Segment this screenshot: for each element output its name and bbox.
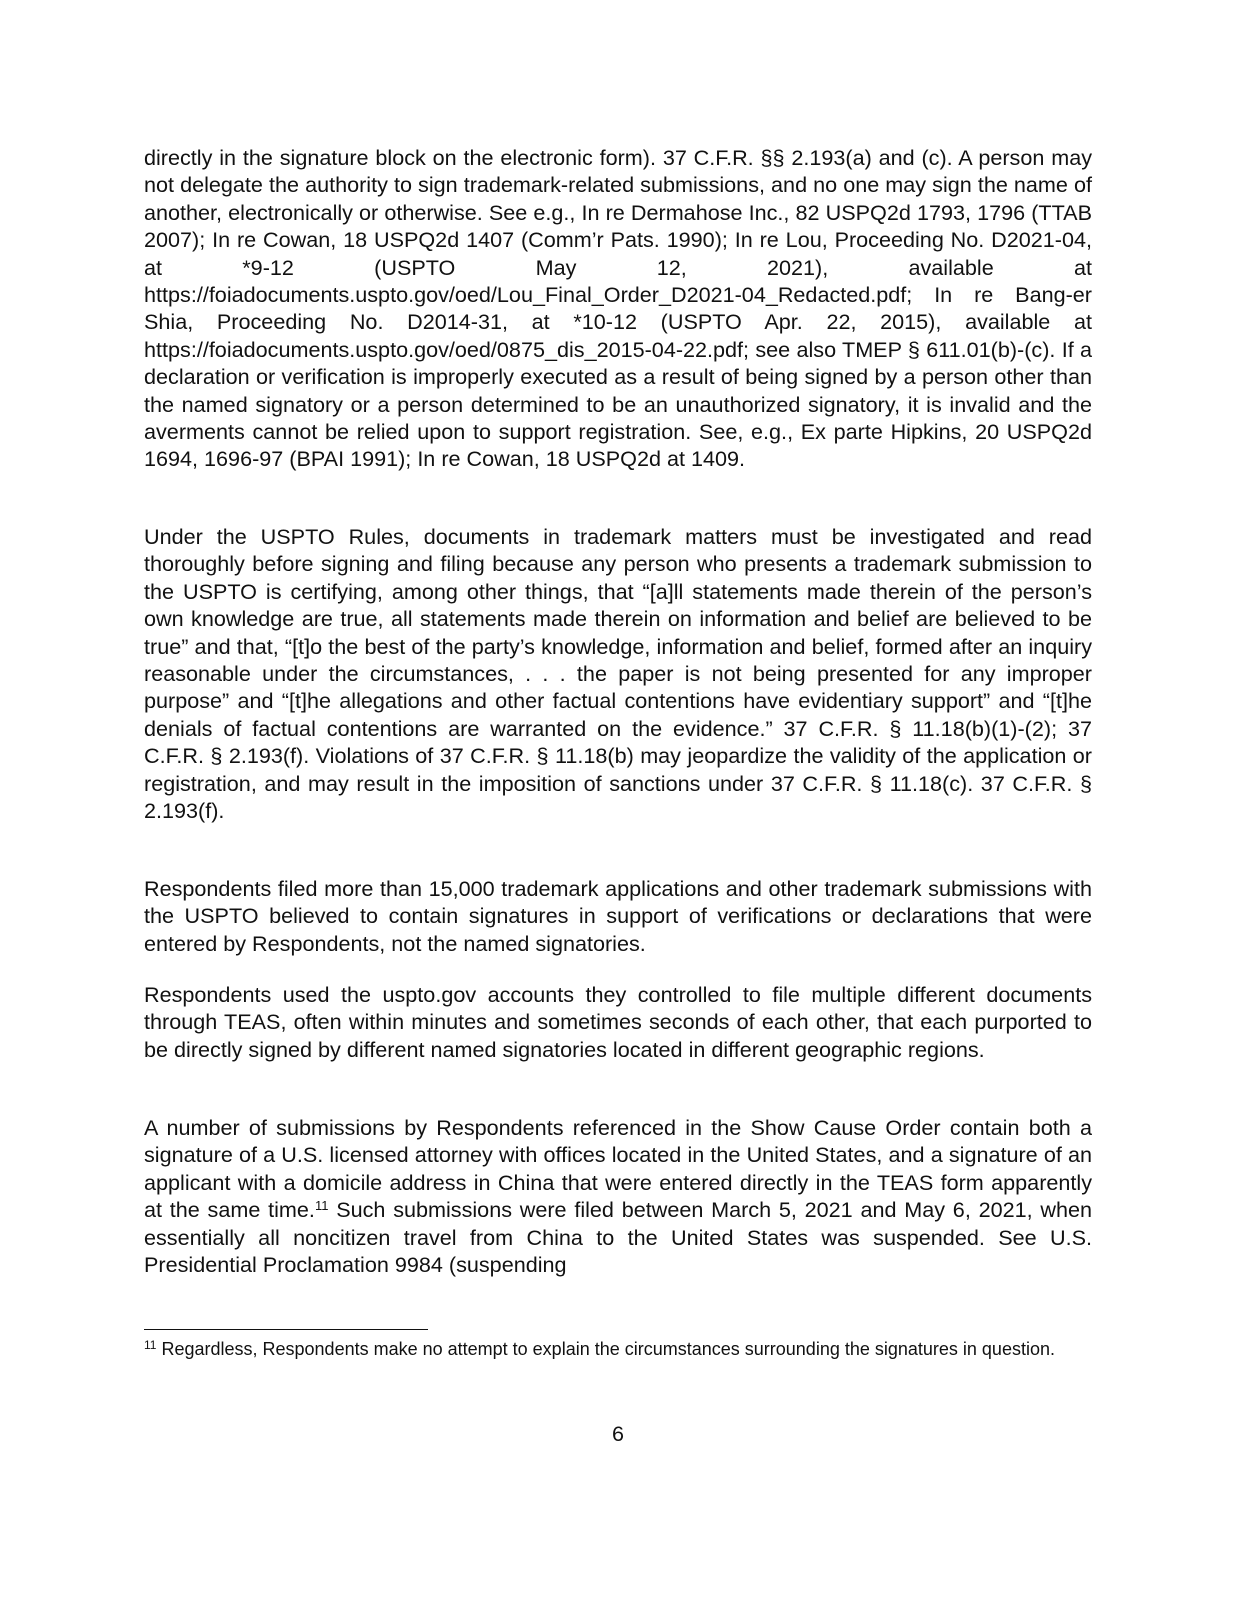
page-number: 6 <box>611 1421 624 1446</box>
text-segment: https://foiadocuments.uspto.gov/oed/Lou_Final_Order_D2021-04_Redacted.pdf; <box>144 282 935 308</box>
text-segment: Respondents filed more than 15,000 trademark applications and other trademark submissions with the USPTO believed to contain signatures in support of verifications or declarations that were entered by Respondents, not the named signatories. <box>144 876 1092 956</box>
text-segment: , 20 USPQ2d 1694, 1696-97 (BPAI 1991); <box>144 419 1092 472</box>
footnote-divider <box>144 1329 428 1330</box>
footnote-text: Regardless, Respondents make no attempt to explain the circumstances surrounding the signatures in question. <box>156 1339 1055 1359</box>
footnote-marker: 11 <box>144 1338 157 1352</box>
text-segment: , <box>787 419 801 445</box>
italic-text: Ex parte Hipkins <box>800 419 962 445</box>
text-segment: https://foiadocuments.uspto.gov/oed/0875_dis_2015-04-22.pdf; <box>144 336 756 362</box>
italic-text: In re Dermahose Inc. <box>581 199 784 225</box>
text-segment: directly in the signature block on the electronic form). 37 C.F.R. §§ 2.193(a) and (c). A person may not delegate the authority to sign trademark-related submissions, and no one may sign the name of another, electronically or otherwise. <box>144 145 1092 225</box>
italic-text: In re Cowan <box>417 446 534 472</box>
italic-text: In re Cowan <box>212 227 331 253</box>
italic-text: See, e.g. <box>698 419 788 445</box>
text-segment: Proceeding No. D2014-31, at *10-12 (USPTO Apr. 22, 2015), <box>193 309 966 335</box>
italic-text: In re Lou <box>734 227 822 253</box>
text-segment: , <box>569 199 582 225</box>
footnote-reference: 11 <box>314 1198 329 1214</box>
text-segment: , 82 USPQ2d 1793, 1796 (TTAB 2007); <box>144 199 1092 253</box>
italic-text: See <box>998 1224 1037 1250</box>
text-segment: , Proceeding No. D2021-04, at *9-12 (USPTO May 12, 2021), <box>144 227 1092 280</box>
text-segment: , 18 USPQ2d at 1409. <box>533 446 746 472</box>
text-segment: Under the USPTO Rules, documents in trademark matters must be investigated and read thoroughly before signing and filing because any person who presents a trademark submission to the USPTO is certifying, among other things, that “[a]ll statements made therein of the person’s own knowledge are true, all statements made therein on information and belief are believed to be true” and that, “[t]o the best of the party’s knowledge, information and belief, formed after an inquiry reasonable under the circumstances, . . . the paper is not being presented for any improper purpose” and “[t]he allegations and other factual contentions have evidentiary support” and “[t]he denials of factual contentions are warranted on the evidence.” 37 C.F.R. § 11.18(b)(1)-(2); 37 C.F.R. § 2.193(f). Violations of 37 C.F.R. § 11.18(b) may jeopardize the validity of the application or registration, and may result in the imposition of sanctions under 37 C.F.R. § 11.18(c). 37 C.F.R. § 2.193(f). <box>144 524 1092 824</box>
paragraph-uspto-accounts <box>144 981 1092 1063</box>
text-segment: A number of submissions by Respondents referenced in the Show Cause Order contain both a signature of a U.S. licensed attorney with offices located in the United States, and a signature of an applicant with a domicile address in China that were entered directly in the TEAS form apparently at the same time. <box>144 1115 1092 1223</box>
italic-text: available at <box>965 309 1092 335</box>
text-segment: , 18 USPQ2d 1407 (Comm’r Pats. 1990); <box>330 227 735 253</box>
paragraph-uspto-rules <box>144 523 1092 824</box>
italic-text: available at <box>908 254 1092 280</box>
text-segment: Respondents used the uspto.gov accounts they controlled to file multiple different documents through TEAS, often within minutes and sometimes seconds of each other, that each purported to be directly signed by different named signatories located in different geographic regions. <box>144 982 1092 1062</box>
footnote <box>144 1338 1092 1362</box>
text-segment: U.S. Presidential Proclamation 9984 (suspending <box>144 1224 1092 1278</box>
text-segment: TMEP § 611.01(b)-(c). If a declaration or verification is improperly executed as a result of being signed by a person other than the named signatory or a person determined to be an unauthorized signatory, it is invalid and the averments cannot be relied upon to support registration. <box>144 336 1092 445</box>
italic-text: In re Bang-er Shia, <box>144 282 1092 335</box>
italic-text: See e.g. <box>488 199 570 225</box>
italic-text: see also <box>755 336 837 362</box>
paragraph-signature-rules <box>144 144 1092 473</box>
paragraph-submissions-china <box>144 1114 1092 1278</box>
text-segment: Such submissions were filed between March 5, 2021 and May 6, 2021, when essentially all noncitizen travel from China to the United States was suspended. <box>144 1197 1093 1250</box>
paragraph-filings-count <box>144 875 1092 957</box>
